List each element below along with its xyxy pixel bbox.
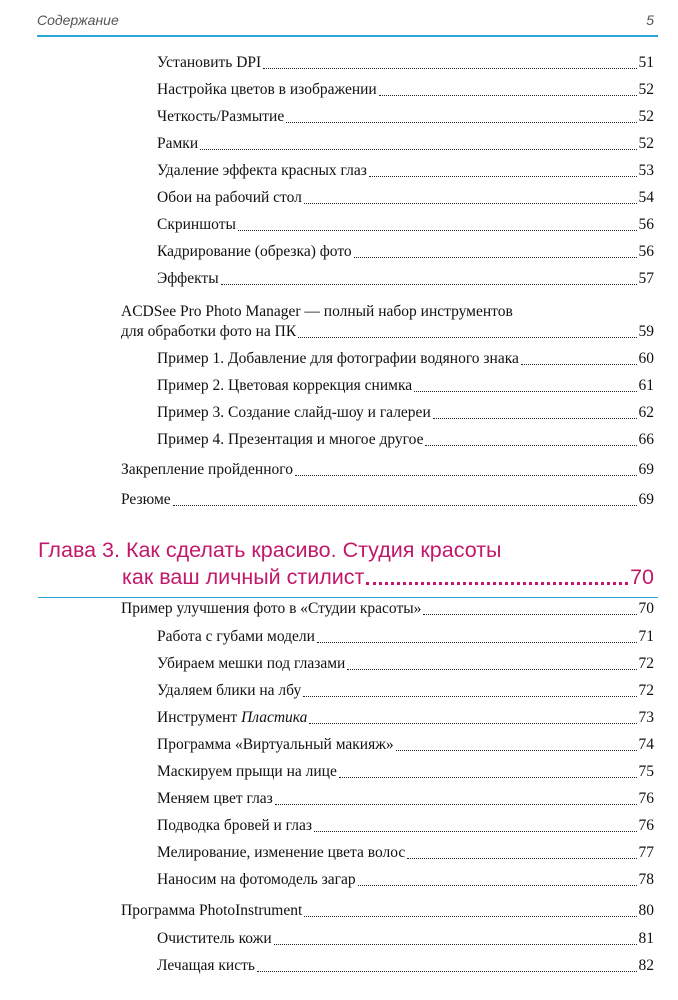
- running-header: [37, 12, 658, 34]
- dot-leader: [414, 390, 636, 392]
- toc-entry[interactable]: [157, 375, 654, 395]
- toc-entry-page: 73: [638, 709, 654, 726]
- toc-entry[interactable]: [157, 79, 654, 99]
- toc-entry-title: Программа PhotoInstrument: [121, 902, 303, 919]
- toc-entry-page: 60: [638, 350, 654, 367]
- chapter-dot-leader: [366, 581, 628, 585]
- dot-leader: [433, 417, 637, 419]
- toc-entry[interactable]: [157, 402, 654, 422]
- toc-entry-title: Подводка бровей и глаз: [157, 817, 312, 834]
- toc-entry[interactable]: [157, 106, 654, 126]
- toc-entry[interactable]: [157, 761, 654, 781]
- toc-entry-page: 74: [638, 736, 654, 753]
- toc-entry-page: 71: [638, 628, 654, 645]
- toc-entry-page: 57: [638, 270, 654, 287]
- dot-leader: [347, 668, 636, 670]
- toc-entry-title: Эффекты: [157, 270, 219, 287]
- toc-entry-page: 69: [638, 491, 654, 508]
- toc-entry[interactable]: [157, 928, 654, 948]
- page-number: 5: [646, 12, 654, 28]
- toc-entry[interactable]: [121, 598, 654, 618]
- toc-entry[interactable]: [157, 187, 654, 207]
- dot-leader: [423, 613, 636, 615]
- dot-leader: [200, 148, 636, 150]
- dot-leader: [286, 121, 636, 123]
- toc-entry-title: Кадрирование (обрезка) фото: [157, 243, 352, 260]
- toc-entry[interactable]: [157, 268, 654, 288]
- toc-entry-page: 72: [638, 682, 654, 699]
- toc-entry-title: Пример 3. Создание слайд-шоу и галереи: [157, 404, 431, 421]
- toc-entry-title: Очиститель кожи: [157, 930, 272, 947]
- toc-entry-title: Резюме: [121, 491, 171, 508]
- toc-entry-page: 78: [638, 871, 654, 888]
- dot-leader: [298, 336, 636, 338]
- dot-leader: [263, 67, 636, 69]
- toc-entry-page: 54: [638, 189, 654, 206]
- toc-entry-acdsee[interactable]: [121, 321, 654, 341]
- toc-entry-page: 77: [638, 844, 654, 861]
- toc-entry-title: Мелирование, изменение цвета волос: [157, 844, 406, 861]
- toc-entry[interactable]: [157, 842, 654, 862]
- toc-entry-title: Пример 2. Цветовая коррекция снимка: [157, 377, 413, 394]
- toc-entry[interactable]: [121, 459, 654, 479]
- toc-entry-title: Пример 1. Добавление для фотографии водяного знака: [157, 350, 519, 367]
- toc-entry[interactable]: [157, 348, 654, 368]
- toc-entry[interactable]: [157, 52, 654, 72]
- toc-entry-title: Закрепление пройденного: [121, 461, 293, 478]
- chapter-title-line2: как ваш личный стилист: [122, 565, 365, 589]
- toc-entry[interactable]: [157, 626, 654, 646]
- toc-entry-page: 80: [638, 902, 654, 919]
- toc-entry-title: Пример 4. Презентация и многое другое: [157, 431, 424, 448]
- chapter-page: 70: [630, 565, 654, 589]
- toc-entry-title: Пример улучшения фото в «Студии красоты»: [121, 600, 422, 617]
- toc-entry-title: Программа «Виртуальный макияж»: [157, 736, 394, 753]
- toc-entry-page: 76: [638, 790, 654, 807]
- toc-entry-page: 59: [638, 323, 654, 340]
- dot-leader: [238, 229, 637, 231]
- toc-entry-page: 53: [638, 162, 654, 179]
- chapter-title-line1: Глава 3. Как сделать красиво. Студия красоты: [38, 538, 502, 562]
- toc-entry[interactable]: [157, 734, 654, 754]
- toc-entry-page: 52: [638, 135, 654, 152]
- dot-leader: [304, 202, 637, 204]
- toc-entry-title: Настройка цветов в изображении: [157, 81, 377, 98]
- toc-entry-page: 81: [638, 930, 654, 947]
- section-title: Содержание: [37, 12, 119, 28]
- dot-leader: [407, 857, 636, 859]
- toc-entry-page: 76: [638, 817, 654, 834]
- toc-entry-title: Удаление эффекта красных глаз: [157, 162, 367, 179]
- dot-leader: [303, 695, 636, 697]
- dot-leader: [304, 915, 636, 917]
- toc-entry-title: Удаляем блики на лбу: [157, 682, 302, 699]
- toc-entry[interactable]: [157, 429, 654, 449]
- dot-leader: [339, 776, 637, 778]
- toc-entry[interactable]: [157, 788, 654, 808]
- toc-entry-title-italic: Пластика: [241, 709, 308, 726]
- dot-leader: [358, 884, 637, 886]
- toc-entry[interactable]: [157, 869, 654, 889]
- toc-entry-title: Работа с губами модели: [157, 628, 315, 645]
- toc-entry[interactable]: [157, 160, 654, 180]
- toc-entry[interactable]: [157, 241, 654, 261]
- chapter-title-line2-row: [122, 564, 654, 591]
- toc-entry-page: 70: [638, 600, 654, 617]
- toc-entry-title: Лечащая кисть: [157, 957, 255, 974]
- dot-leader: [173, 504, 637, 506]
- toc-entry-title: Установить DPI: [157, 54, 262, 71]
- toc-entry-title: Рамки: [157, 135, 199, 152]
- dot-leader: [379, 94, 637, 96]
- toc-entry[interactable]: [157, 214, 654, 234]
- dot-leader: [275, 803, 637, 805]
- toc-entry-title: Наносим на фотомодель загар: [157, 871, 356, 888]
- toc-entry[interactable]: [121, 900, 654, 920]
- toc-entry-page: 72: [638, 655, 654, 672]
- toc-entry-page: 61: [638, 377, 654, 394]
- toc-entry-page: 82: [638, 957, 654, 974]
- toc-entry-page: 75: [638, 763, 654, 780]
- dot-leader: [425, 444, 636, 446]
- toc-entry-page: 52: [638, 108, 654, 125]
- toc-entry[interactable]: [157, 653, 654, 673]
- toc-entry-acdsee-line1: ACDSee Pro Photo Manager — полный набор инструментов: [121, 303, 513, 320]
- toc-entry[interactable]: [157, 815, 654, 835]
- toc-entry-title: для обработки фото на ПК: [121, 323, 297, 340]
- toc-entry-page: 69: [638, 461, 654, 478]
- toc-entry-title: Меняем цвет глаз: [157, 790, 273, 807]
- toc-entry-title: Маскируем прыщи на лице: [157, 763, 337, 780]
- toc-entry[interactable]: [157, 680, 654, 700]
- dot-leader: [396, 749, 637, 751]
- dot-leader: [354, 256, 637, 258]
- toc-entry-page: 66: [638, 431, 654, 448]
- toc-entry-page: 62: [638, 404, 654, 421]
- dot-leader: [369, 175, 637, 177]
- toc-entry[interactable]: [157, 133, 654, 153]
- toc-entry[interactable]: [157, 707, 654, 727]
- dot-leader: [314, 830, 637, 832]
- toc-entry-page: 56: [638, 243, 654, 260]
- toc-entry[interactable]: [157, 955, 654, 975]
- dot-leader: [257, 970, 637, 972]
- dot-leader: [221, 283, 637, 285]
- toc-entry-title-prefix: Инструмент: [157, 709, 242, 726]
- dot-leader: [295, 474, 637, 476]
- toc-entry-title: Обои на рабочий стол: [157, 189, 302, 206]
- toc-entry-page: 51: [638, 54, 654, 71]
- toc-entry[interactable]: [121, 489, 654, 509]
- toc-entry-page: 52: [638, 81, 654, 98]
- dot-leader: [521, 363, 637, 365]
- toc-entry-title: Убираем мешки под глазами: [157, 655, 346, 672]
- toc-entry-page: 56: [638, 216, 654, 233]
- dot-leader: [274, 943, 637, 945]
- toc-entry-title: [157, 709, 307, 727]
- dot-leader: [317, 641, 637, 643]
- header-rule: [37, 35, 658, 37]
- dot-leader: [309, 722, 636, 724]
- toc-entry-title: Скриншоты: [157, 216, 236, 233]
- toc-entry-title: Четкость/Размытие: [157, 108, 285, 125]
